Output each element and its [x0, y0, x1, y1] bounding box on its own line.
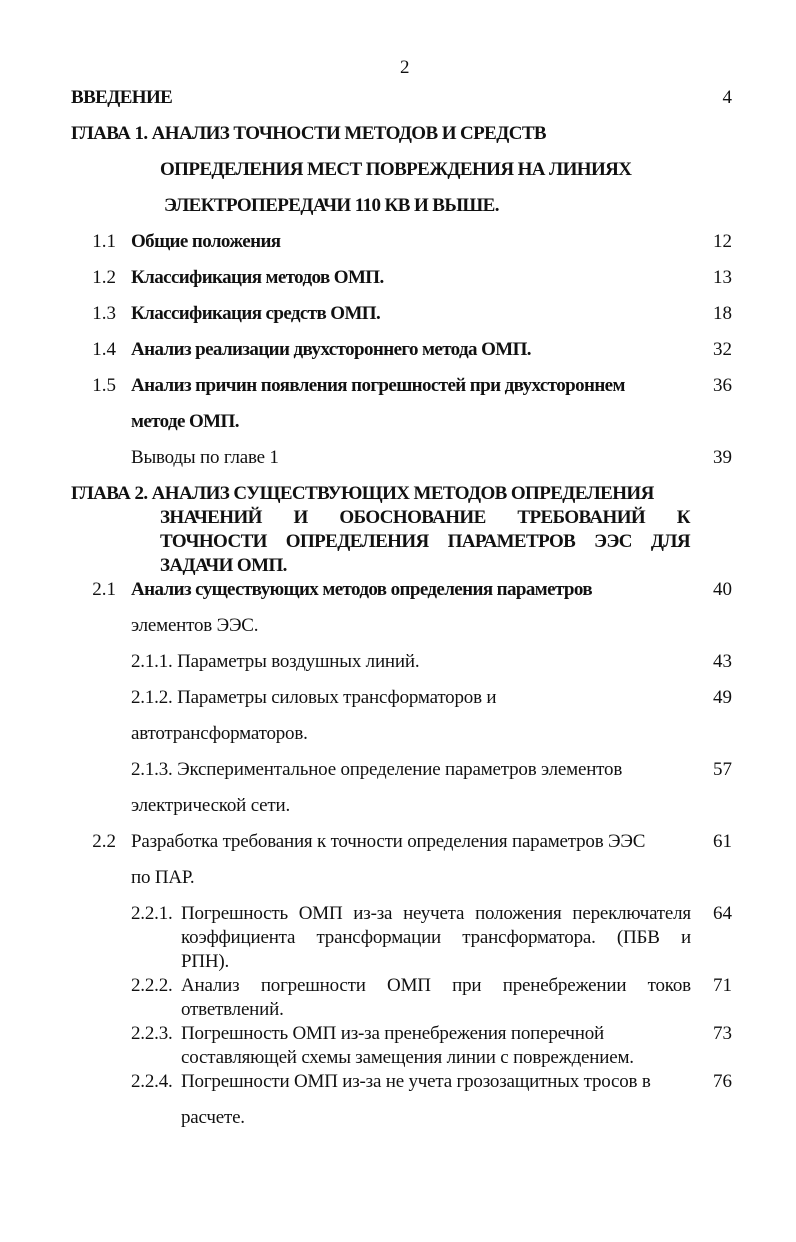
toc-intro-page: 4: [722, 87, 732, 108]
toc-item-2-2-number: 2.2: [92, 831, 116, 852]
word: из-за: [353, 903, 393, 924]
word: положения: [475, 903, 562, 924]
chapter1-title-line1: ГЛАВА 1. АНАЛИЗ ТОЧНОСТИ МЕТОДОВ И СРЕДСТВ: [71, 123, 546, 144]
toc-item-1-4-page: 32: [713, 339, 732, 360]
toc-item-2-1-3-page: 57: [713, 759, 732, 780]
toc-item-1-2-page: 13: [713, 267, 732, 288]
toc-item-2-2-1-title-line2: [181, 927, 691, 949]
toc-item-2-1-title-cont: элементов ЭЭС.: [131, 615, 259, 636]
toc-item-2-1-2-title-cont: автотрансформаторов.: [131, 723, 308, 744]
toc-item-1-5-title-cont: методе ОМП.: [131, 411, 239, 432]
word: ТОЧНОСТИ: [160, 531, 267, 552]
word: ДЛЯ: [650, 531, 690, 552]
word: ОПРЕДЕЛЕНИЯ: [285, 531, 429, 552]
toc-item-1-3-page: 18: [713, 303, 732, 324]
word: ЭЭС: [594, 531, 632, 552]
word: неучета: [403, 903, 465, 924]
toc-item-2-2-title: Разработка требования к точности определения параметров ЭЭС: [131, 831, 646, 852]
toc-item-2-2-1-title-line1: [181, 903, 691, 925]
toc-item-1-3-number: 1.3: [92, 303, 116, 324]
toc-conclusion-1-page: 39: [713, 447, 732, 468]
toc-item-2-2-page: 61: [713, 831, 732, 852]
toc-item-2-2-4-number: 2.2.4.: [131, 1071, 173, 1092]
toc-item-2-1-3-title-cont: электрической сети.: [131, 795, 291, 816]
word: при: [452, 975, 482, 996]
toc-item-2-2-2-title-line2: ответвлений.: [181, 999, 284, 1020]
toc-item-2-2-2-title-line1: [181, 975, 691, 997]
word: И: [293, 507, 308, 528]
word: ЗНАЧЕНИЙ: [160, 507, 262, 528]
chapter2-title-line4: ЗАДАЧИ ОМП.: [160, 555, 287, 576]
toc-item-1-2-title: Классификация методов ОМП.: [131, 267, 384, 288]
toc-item-1-1-page: 12: [713, 231, 732, 252]
toc-item-2-2-2-number: 2.2.2.: [131, 975, 173, 996]
chapter2-title-line2: [160, 507, 690, 529]
chapter2-title-line3: [160, 531, 690, 553]
word: погрешности: [260, 975, 366, 996]
word: Анализ: [181, 975, 240, 996]
word: Погрешность: [181, 903, 288, 924]
toc-item-1-5-page: 36: [713, 375, 732, 396]
toc-intro-title: ВВЕДЕНИЕ: [71, 87, 173, 108]
word: переключателя: [572, 903, 691, 924]
toc-item-2-1-number: 2.1: [92, 579, 116, 600]
toc-conclusion-1-title: Выводы по главе 1: [131, 447, 279, 468]
word: (ПБВ: [616, 927, 660, 948]
toc-item-1-4-title: Анализ реализации двухстороннего метода ОМП.: [131, 339, 531, 360]
toc-item-2-2-4-page: 76: [713, 1071, 732, 1092]
word: ТРЕБОВАНИЙ: [517, 507, 646, 528]
word: пренебрежении: [502, 975, 627, 996]
toc-item-1-5-number: 1.5: [92, 375, 116, 396]
word: ОБОСНОВАНИЕ: [339, 507, 486, 528]
word: трансформатора.: [462, 927, 596, 948]
toc-item-2-1-title: Анализ существующих методов определения параметров: [131, 579, 592, 600]
toc-item-2-2-4-title-line2: расчете.: [181, 1107, 245, 1128]
word: коэффициента: [181, 927, 296, 948]
toc-item-2-2-4-title-line1: Погрешности ОМП из-за не учета грозозащитных тросов в: [181, 1071, 651, 1092]
word: ОМП: [298, 903, 343, 924]
toc-item-1-3-title: Классификация средств ОМП.: [131, 303, 381, 324]
toc-item-2-2-3-title-line1: Погрешность ОМП из-за пренебрежения поперечной: [181, 1023, 605, 1044]
word: трансформации: [316, 927, 442, 948]
chapter1-title-line2: ОПРЕДЕЛЕНИЯ МЕСТ ПОВРЕЖДЕНИЯ НА ЛИНИЯХ: [160, 159, 632, 180]
chapter2-title-line1: ГЛАВА 2. АНАЛИЗ СУЩЕСТВУЮЩИХ МЕТОДОВ ОПРЕДЕЛЕНИЯ: [71, 483, 654, 504]
toc-item-1-2-number: 1.2: [92, 267, 116, 288]
toc-item-2-2-3-title-line2: составляющей схемы замещения линии с повреждением.: [181, 1047, 634, 1068]
toc-item-2-2-2-page: 71: [713, 975, 732, 996]
chapter1-title-line3: ЭЛЕКТРОПЕРЕДАЧИ 110 КВ И ВЫШЕ.: [164, 195, 499, 216]
toc-item-2-2-3-page: 73: [713, 1023, 732, 1044]
toc-item-2-2-3-number: 2.2.3.: [131, 1023, 173, 1044]
word: ОМП: [387, 975, 431, 996]
toc-item-1-5-title: Анализ причин появления погрешностей при двухстороннем: [131, 375, 625, 396]
toc-item-2-2-title-cont: по ПАР.: [131, 867, 195, 888]
toc-item-1-4-number: 1.4: [92, 339, 116, 360]
page-number: 2: [400, 57, 410, 78]
word: токов: [647, 975, 691, 996]
toc-item-2-1-3-title: 2.1.3. Экспериментальное определение параметров элементов: [131, 759, 623, 780]
toc-item-2-1-2-title: 2.1.2. Параметры силовых трансформаторов и: [131, 687, 497, 708]
toc-item-2-2-1-number: 2.2.1.: [131, 903, 173, 924]
toc-item-2-1-2-page: 49: [713, 687, 732, 708]
toc-item-1-1-title: Общие положения: [131, 231, 281, 252]
word: К: [676, 507, 690, 528]
word: и: [680, 927, 691, 948]
toc-item-1-1-number: 1.1: [92, 231, 116, 252]
word: ПАРАМЕТРОВ: [447, 531, 576, 552]
toc-item-2-1-page: 40: [713, 579, 732, 600]
toc-item-2-2-1-page: 64: [713, 903, 732, 924]
toc-item-2-1-1-page: 43: [713, 651, 732, 672]
toc-item-2-1-1-title: 2.1.1. Параметры воздушных линий.: [131, 651, 420, 672]
toc-item-2-2-1-title-line3: РПН).: [181, 951, 230, 972]
